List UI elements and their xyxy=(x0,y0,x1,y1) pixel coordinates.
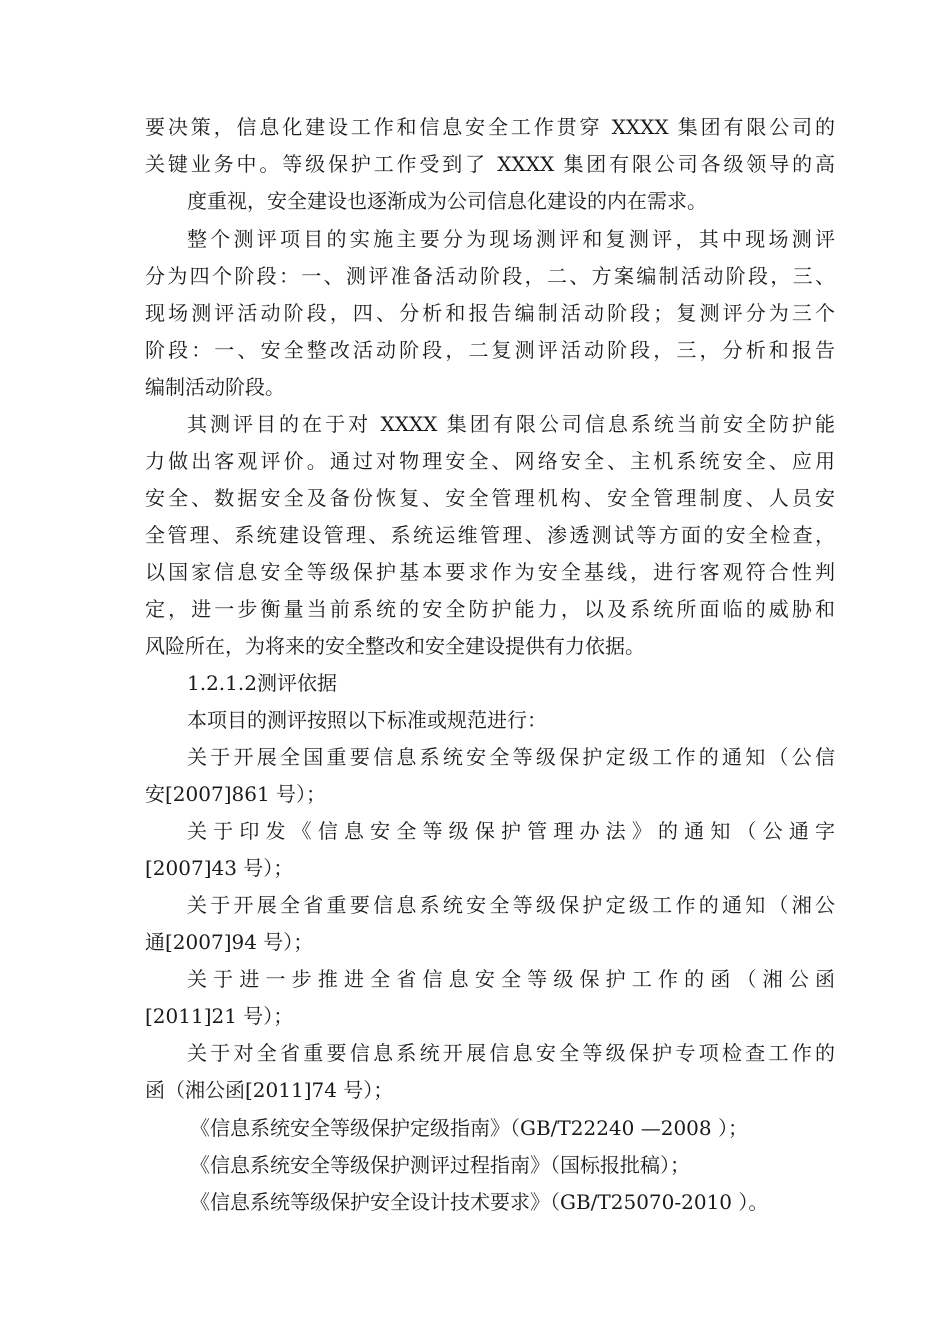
text-line: 分为四个阶段：一、测评准备活动阶段，二、方案编制活动阶段，三、 xyxy=(145,264,835,288)
reference-item-line: [2011]21 号）； xyxy=(145,1004,294,1028)
reference-item-line: 关于对全省重要信息系统开展信息安全等级保护专项检查工作的 xyxy=(187,1041,835,1065)
text-line: 本项目的测评按照以下标准或规范进行： xyxy=(187,708,547,732)
reference-item-line: 通[2007]94 号）； xyxy=(145,930,314,954)
reference-standard-line: 《信息系统等级保护安全设计技术要求》（GB/T25070-2010 ）。 xyxy=(190,1190,769,1214)
text-line: 全管理、系统建设管理、系统运维管理、渗透测试等方面的安全检查， xyxy=(145,523,835,547)
reference-item-line: 安[2007]861 号）； xyxy=(145,782,327,806)
reference-standard-line: 《信息系统安全等级保护测评过程指南》（国标报批稿）； xyxy=(190,1153,690,1177)
text-line: 力做出客观评价。通过对物理安全、网络安全、主机系统安全、应用 xyxy=(145,449,835,473)
text-line: 风险所在，为将来的安全整改和安全建设提供有力依据。 xyxy=(145,634,645,658)
text-line: 现场测评活动阶段，四、分析和报告编制活动阶段；复测评分为三个 xyxy=(145,301,835,325)
text-line: 关键业务中。等级保护工作受到了 XXXX 集团有限公司各级领导的高 xyxy=(145,152,835,176)
text-line: 编制活动阶段。 xyxy=(145,375,285,399)
text-line: 以国家信息安全等级保护基本要求作为安全基线，进行客观符合性判 xyxy=(145,560,835,584)
section-heading: 1.2.1.2测评依据 xyxy=(187,671,337,695)
text-line: 定，进一步衡量当前系统的安全防护能力，以及系统所面临的威胁和 xyxy=(145,597,835,621)
text-line: 安全、数据安全及备份恢复、安全管理机构、安全管理制度、人员安 xyxy=(145,486,835,510)
reference-item-line: 函（湘公函[2011]74 号）； xyxy=(145,1078,394,1102)
paragraph-start-line: 整个测评项目的实施主要分为现场测评和复测评，其中现场测评 xyxy=(187,227,835,251)
paragraph-start-line: 其测评目的在于对 XXXX 集团有限公司信息系统当前安全防护能 xyxy=(187,412,835,436)
text-line: 要决策，信息化建设工作和信息安全工作贯穿 XXXX 集团有限公司的 xyxy=(145,115,835,139)
reference-item-line: 关于进一步推进全省信息安全等级保护工作的函（湘公函 xyxy=(187,967,835,991)
reference-item-line: [2007]43 号）； xyxy=(145,856,294,880)
text-line: 度重视，安全建设也逐渐成为公司信息化建设的内在需求。 xyxy=(187,189,707,213)
reference-item-line: 关于开展全国重要信息系统安全等级保护定级工作的通知（公信 xyxy=(187,745,835,769)
reference-standard-line: 《信息系统安全等级保护定级指南》（GB/T22240 —2008 ）； xyxy=(190,1116,748,1140)
reference-item-line: 关于印发《信息安全等级保护管理办法》的通知（公通字 xyxy=(187,819,835,843)
reference-item-line: 关于开展全省重要信息系统安全等级保护定级工作的通知（湘公 xyxy=(187,893,835,917)
text-line: 阶段：一、安全整改活动阶段，二复测评活动阶段，三，分析和报告 xyxy=(145,338,835,362)
